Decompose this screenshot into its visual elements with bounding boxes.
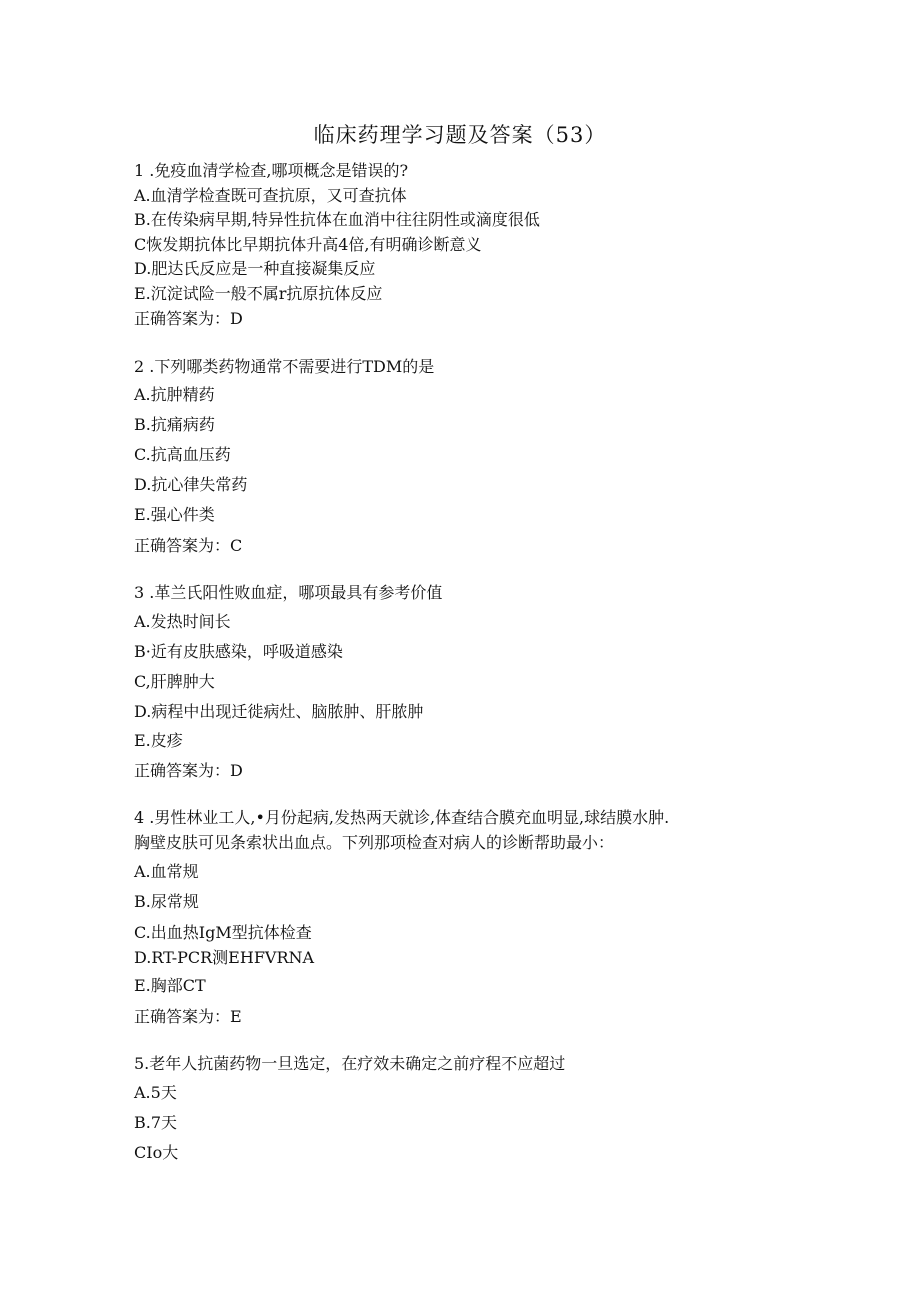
question-4-option-a: A.血常规 — [134, 862, 199, 881]
question-2-option-a: A.抗肿精药 — [134, 385, 215, 404]
question-3-option-b: B·近有皮肤感染，呼吸道感染 — [134, 642, 343, 661]
question-3-option-a: A.发热时间长 — [134, 612, 231, 631]
question-1-option-b: B.在传染病早期,特异性抗体在血消中往往阴性或滴度很低 — [134, 210, 540, 229]
question-4-stem-continued: 胸壁皮肤可见条索状出血点。下列那项检查对病人的诊断帮助最小： — [134, 833, 615, 852]
question-1-stem: 1 .免疫血清学检查,哪项概念是错误的? — [134, 161, 409, 180]
question-3-option-c: C,肝脾肿大 — [134, 672, 215, 691]
question-2-option-b: B.抗痛病药 — [134, 415, 215, 434]
question-2-stem: 2 .下列哪类药物通常不需要进行TDM的是 — [134, 357, 435, 376]
question-1-option-a: A.血清学检查既可查抗原，又可查抗体 — [134, 186, 407, 205]
question-1-option-d: D.肥达氏反应是一种直接凝集反应 — [134, 259, 376, 278]
question-3-stem: 3 .革兰氏阳性败血症，哪项最具有参考价值 — [134, 583, 443, 602]
question-1-option-c: C恢发期抗体比早期抗体升高4倍,有明确诊断意义 — [134, 235, 482, 254]
question-5-option-a: A.5天 — [134, 1083, 177, 1102]
question-3-option-d: D.病程中出现迁徙病灶、脑脓肿、肝脓肿 — [134, 702, 424, 721]
question-2-option-c: C.抗高血压药 — [134, 445, 231, 464]
question-5-option-c: CIo大 — [134, 1143, 179, 1162]
question-4-option-c: C.出血热IgM型抗体检查 — [134, 923, 312, 942]
question-4-option-e: E.胸部CT — [134, 976, 206, 995]
question-5-option-b: B.7天 — [134, 1113, 178, 1132]
question-4-stem: 4 .男性林业工人,•月份起病,发热两天就诊,体查结合膜充血明显,球结膜水肿. — [134, 808, 670, 827]
document-title: 临床药理学习题及答案（53） — [313, 123, 607, 147]
question-4-option-b: B.尿常规 — [134, 892, 199, 911]
question-2-option-e: E.强心件类 — [134, 505, 215, 524]
question-2-option-d: D.抗心律失常药 — [134, 475, 248, 494]
question-4-answer: 正确答案为：E — [134, 1007, 242, 1026]
question-3-answer: 正确答案为：D — [134, 761, 243, 780]
question-1-option-e: E.沉淀试险一般不属r抗原抗体反应 — [134, 284, 383, 303]
question-5-stem: 5.老年人抗菌药物一旦选定，在疗效未确定之前疗程不应超过 — [134, 1054, 566, 1073]
question-4-option-d: D.RT-PCR测EHFVRNA — [134, 948, 315, 967]
question-2-answer: 正确答案为：C — [134, 536, 243, 555]
question-3-option-e: E.皮疹 — [134, 731, 183, 750]
question-1-answer: 正确答案为：D — [134, 309, 243, 328]
